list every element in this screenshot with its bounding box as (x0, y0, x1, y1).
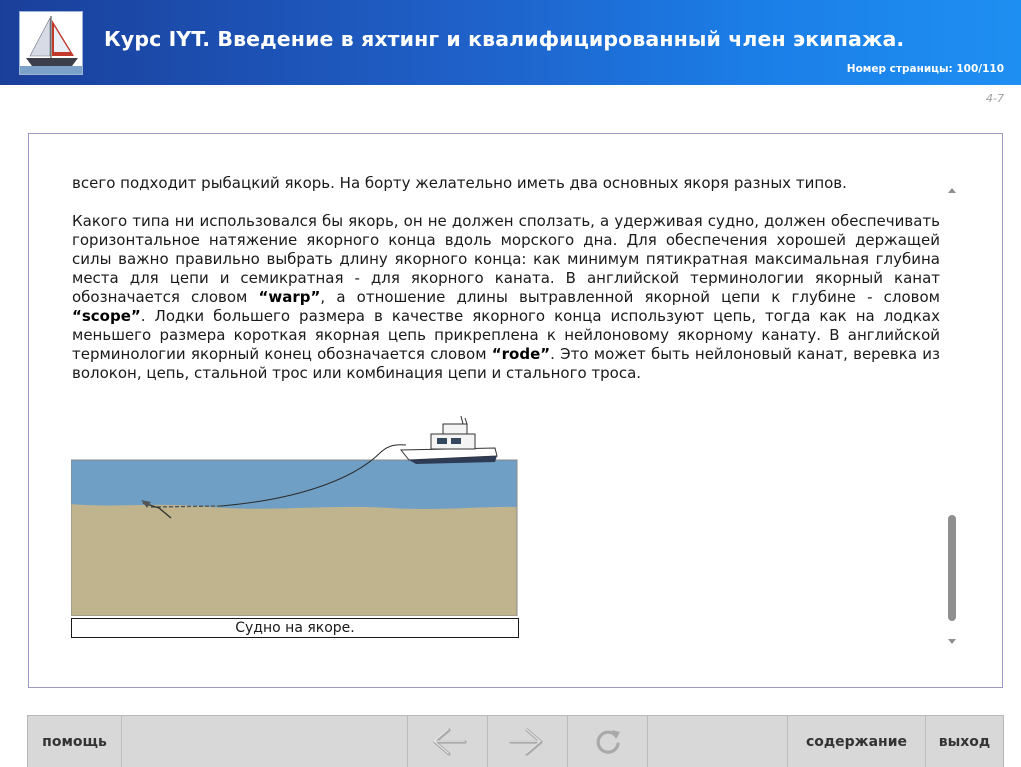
toolbar-spacer-left (122, 716, 408, 767)
scroll-down-button[interactable] (946, 632, 958, 642)
page-number (847, 63, 1004, 75)
arrow-left-icon (425, 724, 471, 760)
paragraph-2-part3: . Лодки большего размера в качестве якорного конца используют цепь, тогда как на лодках меньшего размера короткая якорная цепь прикреплена к нейлоновому якорному канату. В английской терминологии якорный конец обозначается словом (72, 307, 940, 363)
lesson-text (72, 174, 940, 383)
page-number-value: 100/110 (956, 63, 1004, 75)
page-number-label: Номер страницы: (846, 63, 953, 75)
paragraph-2-part1: Какого типа ни использовался бы якорь, он не должен сползать, а удерживая судно, должен обеспечивать горизонтальное натяжение якорного конца вдоль морского дна. Для обеспечения хорошей держащей силы важно правильно выбрать длину якорного конца: как минимум пятикратная максимальная глубина места для цепи и семикратная - для якорного каната. В английской терминологии якорный канат обозначается словом (72, 212, 940, 306)
paragraph-2-part2: , а отношение длины вытравленной якорной цепи к глубине - словом (320, 288, 940, 306)
contents-button[interactable] (788, 716, 926, 767)
term-rode: “rode” (491, 345, 551, 363)
section-code: 4-7 (986, 92, 1004, 105)
scroll-up-button[interactable] (946, 180, 958, 190)
anchored-boat-figure (71, 412, 519, 638)
contents-button-label: содержание (805, 733, 908, 750)
term-scope: “scope” (72, 307, 141, 325)
anchored-boat-illustration (71, 412, 519, 616)
term-warp: “warp” (258, 288, 321, 306)
course-header (0, 0, 1021, 85)
refresh-icon (590, 724, 626, 760)
motor-boat-icon (401, 416, 497, 464)
sailboat-logo-icon (20, 12, 82, 74)
scroll-up-arrow-icon (946, 185, 958, 195)
figure-caption: Судно на якоре. (71, 618, 519, 638)
bottom-toolbar (27, 715, 1004, 767)
forward-button[interactable] (488, 716, 568, 767)
arrow-right-icon (505, 724, 551, 760)
paragraph-2-part4: . Это может быть нейлоновый канат, веревка из волокон, цепь, стальной трос или комбинация цепи и стального троса. (72, 345, 940, 382)
help-button-label: помощь (42, 733, 107, 750)
refresh-button[interactable] (568, 716, 648, 767)
help-button[interactable] (28, 716, 122, 767)
content-scrollbar[interactable] (946, 180, 958, 642)
scroll-down-arrow-icon (946, 637, 958, 647)
exit-button[interactable] (926, 716, 1003, 767)
paragraph-2 (72, 212, 940, 383)
paragraph-1: всего подходит рыбацкий якорь. На борту желательно иметь два основных якоря разных типов. (72, 174, 847, 192)
content-frame (28, 133, 1003, 688)
back-button[interactable] (408, 716, 488, 767)
exit-button-label: выход (938, 733, 991, 750)
course-title: Курс IYT. Введение в яхтинг и квалифицированный член экипажа. (104, 27, 905, 51)
course-logo (19, 11, 83, 75)
toolbar-spacer-right (648, 716, 788, 767)
scroll-thumb[interactable] (948, 515, 956, 621)
